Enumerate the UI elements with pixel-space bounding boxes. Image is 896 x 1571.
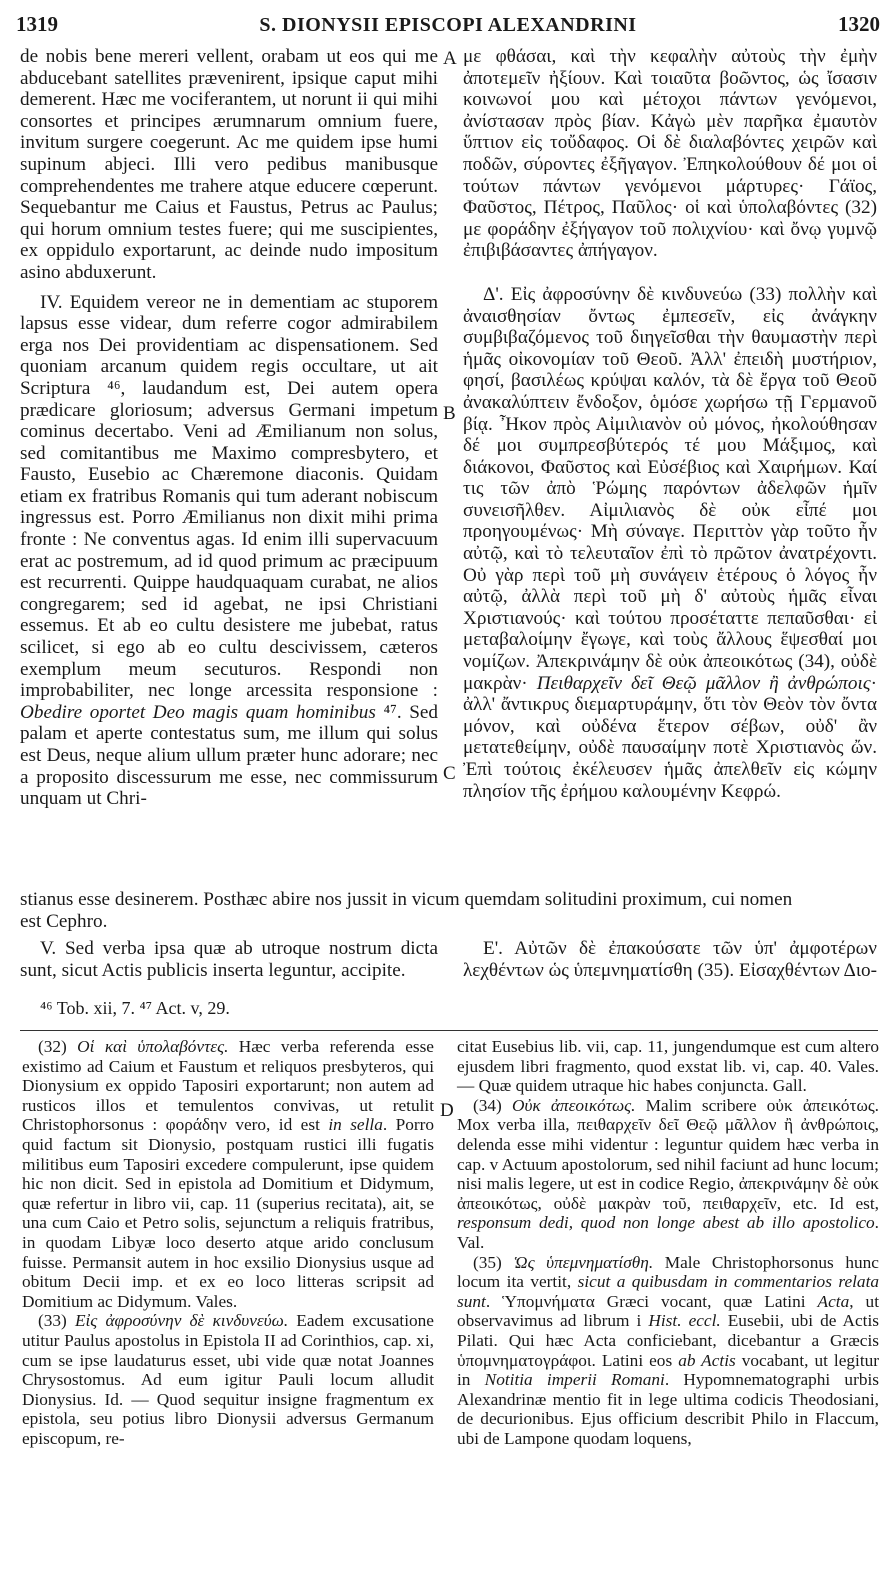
greek-p2-tail: · ἀλλ' ἄντικρυς διεμαρτυράμην, ὅτι τὸν Θεὸν τὸν ὄντα μόνον, καὶ οὐδένα ἕτερον σέβων, οὐδ' ἂν μετατεθείμην, οὐδὲ παυσαίμην ποτὲ Χριστιανὸς ὤν. Ἐπὶ τούτοις ἐκέλευσεν ἡμᾶς ἀπελθεῖν εἰς κώμην πλησίον τῆς ἐρήμου καλουμένην Κεφρώ. <box>463 672 878 802</box>
note-34-number: (34) <box>473 1095 512 1115</box>
note-35-text-5: vocabant, ut legitur in <box>457 1350 880 1390</box>
latin-p2-tail: ⁴⁷. Sed palam et aperte contestatus sum, me illum qui solus est Deus, neque alium ullum præter hunc adorare; nec a proposito discessurum me esse, nec commissurum unquam ut Chri- <box>20 701 438 810</box>
note-34 <box>457 1096 879 1253</box>
note-33 <box>22 1311 434 1448</box>
greek-paragraph-3: Ε'. Αὐτῶν δὲ ἐπακούσατε τῶν ὑπ' ἀμφοτέρων λεχθέντων ὡς ὑπεμνηματίσθη (35). Εἰσαχθέντων Διο- <box>463 938 877 981</box>
margin-marker-a: A <box>443 48 457 69</box>
note-35-italic-2: Acta <box>817 1291 850 1311</box>
latin-paragraph-1: de nobis bene mereri vellent, orabam ut eos qui me abducebant satellites prævenirent, ipsique caput mihi demerent. Hæc me vociferantem, ut norunt ii qui mihi consortes et principes ærumnarum omnium fuere, invitum surgere coegerunt. Ac me quidem ipse humi supinum abjeci. Illi vero pedibus manibusque comprehendentes me trahere atque educere cœperunt. Sequebantur me Caius et Faustus, Petrus ac Paulus; qui horum omnium testes fuere; qui me suscipientes, ex oppidulo exportarunt, ac deinde nudo impositum asino abduxerunt. <box>20 46 438 283</box>
running-header <box>16 12 880 40</box>
note-35-text-4: Eusebii, ubi de Actis Pilati. Qui hæc Acta conficiebant, dicebantur a Græcis ὑπομνηματογράφοι. Latini eos <box>457 1311 879 1370</box>
note-32-lemma: Οἱ καὶ ὑπολαβόντες. <box>77 1037 229 1056</box>
margin-marker-c: C <box>443 763 456 784</box>
note-35-italic-5: Notitia imperii Romani <box>484 1370 665 1390</box>
notes-left-column <box>22 1037 434 1448</box>
note-35-italic-3: Hist. eccl. <box>648 1311 721 1331</box>
full-width-text-2: est Cephro. <box>20 910 108 932</box>
note-33-continued: citat Eusebius lib. vii, cap. 11, jungendumque est cum altero ejusdem libri fragmento, quod exstat lib. vi, cap. 40. Vales. — Quæ quidem utraque hic habes conjuncta. Gall. <box>457 1037 879 1096</box>
latin-column <box>20 46 438 810</box>
margin-marker-b: B <box>443 403 456 424</box>
right-page-number: 1320 <box>838 12 880 36</box>
note-35-text-2: . Ὑπομνήματα Græci vocant, quæ Latini <box>485 1291 818 1311</box>
left-page-number: 1319 <box>16 12 58 36</box>
note-32-italic: in sella <box>328 1115 383 1135</box>
latin-section-v <box>20 938 438 981</box>
scripture-references: ⁴⁶ Tob. xii, 7. ⁴⁷ Act. v, 29. <box>40 998 230 1018</box>
note-32-text: Hæc verba referenda esse existimo ad Caium et Faustum et reliquos presbyteros, qui Dionysium ex oppido Taposiri exportarunt; non autem ad rusticos illos et temulentos convivas, ut retulit Christophorsonus : φοράδην vero, id est <box>22 1037 434 1135</box>
greek-quote: Πειθαρχεῖν δεῖ Θεῷ μᾶλλον ἢ ἀνθρώποις <box>536 672 871 694</box>
note-35-number: (35) <box>473 1252 514 1272</box>
note-34-italic: responsum dedi, quod non longe abest ab illo apostolico <box>457 1213 875 1233</box>
note-33-lemma: Εἰς ἀφροσύνην δὲ κινδυνεύω. <box>74 1311 289 1331</box>
note-35-italic-1: sicut a quibusdam in commentarios relata sunt <box>457 1272 880 1311</box>
greek-p2-text: Δ'. Εἰς ἀφροσύνην δὲ κινδυνεύω (33) πολλὴν καὶ ἀναισθησίαν ὄντως ἐμπεσεῖν, εἰς ἀνάγκην συμβιβαζόμενος τοῦ διηγεῖσθαι τὴν θαυμαστὴν περὶ ἡμᾶς οἰκονομίαν τοῦ Θεοῦ. Ἀλλ' ἐπειδὴ μυστήριον, φησί, βασιλέως κρύψαι καλόν, τὰ δὲ ἔργα τοῦ Θεοῦ ἀνακαλύπτειν ἔνδοξον, ὁμόσε χωρήσω τῇ Γερμανοῦ βίᾳ. Ἦκον πρὸς Αἰμιλιανὸν οὐ μόνος, ἠκολούθησαν δέ μοι συμπρεσβύτερός τέ μου Μάξιμος, καὶ διάκονοι, Φαῦστος καὶ Εὐσέβιος καὶ Χαιρήμων. Καί τις τῶν ἀπὸ Ῥώμης παρόντων ἀδελφῶν ἡμῖν συνεισῆλθεν. Αἰμιλιανὸς δὲ οὐκ εἶπέ μοι προηγουμένως· Μὴ σύναγε. Περιττὸν γὰρ τοῦτο ἦν αὐτῷ, καὶ τὸ τελευταῖον ἐπὶ τὸ πρῶτον ἀνατρέχοντι. Οὐ γὰρ περὶ τοῦ μὴ συνάγειν ἑτέρους ὁ λόγος ἦν αὐτῷ, ἀλλὰ περὶ τοῦ μὴ δ' αὐτοὺς ἡμᾶς εἶναι Χριστιανούς· καὶ τούτου προσέταττε πεπαῦσθαι· εἰ μεταβαλοίμην ἔγωγε, καὶ τοὺς ἄλλους ἕψεσθαί μοι νομίζων. Ἀπεκρινάμην δὲ οὐκ ἀπεοικότως (34), οὐδὲ μακρὰν· <box>463 283 877 694</box>
latin-quote: Obedire oportet Deo magis quam hominibus <box>20 701 376 723</box>
notes-divider <box>20 1030 878 1031</box>
latin-paragraph-2 <box>20 292 438 810</box>
full-width-text: stianus esse desinerem. Posthæc abire nos jussit in vicum quemdam solitudini proximum, cui nomen <box>20 889 793 910</box>
note-33-text: Eadem excusatione utitur Paulus apostolus in Epistola II ad Corinthios, cap. xi, cum se ipse laudaturus esset, ubi vide quæ notat Joannes Chrysostomus. Ad eum igitur Pauli locum alludit Dionysius. Id. — Quod sequitur insigne fragmentum ex epistola, seu potius libro Dionysii adversus Germanum episcopum, re- <box>22 1311 434 1448</box>
note-32 <box>22 1037 434 1311</box>
running-title: S. DIONYSII EPISCOPI ALEXANDRINI <box>259 14 637 36</box>
margin-marker-d: D <box>440 1100 454 1121</box>
greek-paragraph-1: με φθάσαι, καὶ τὴν κεφαλὴν αὐτοὺς τὴν ἐμὴν ἀποτεμεῖν ἠξίουν. Καὶ τοιαῦτα βοῶντος, ὡς ἴσασιν κοινωνοί μου καὶ μέτοχοι πάντων γενόμενοι, ἀνίστασαν πρὸς βίαν. Κἀγὼ μὲν παρῆκα ἐμαυτὸν ὕπτιον εἰς τοὔδαφος. Οἱ δὲ διαλαβόντες χειρῶν καὶ ποδῶν, σύροντες ἐξῆγαγον. Ἐπηκολούθουν δέ μοι οἱ τούτων πάντων γενόμενοι μάρτυρες· Γάϊος, Φαῦστος, Πέτρος, Παῦλος· οἱ καὶ ὑπολαβόντες (32) με φοράδην ἐξήγαγον τοῦ πολιχνίου· καὶ ὄνῳ γυμνῷ ἐπιβιβάσαντες ἀπήγαγον. <box>463 46 877 262</box>
note-35-text-6: . Hypomnematographi urbis Alexandrinæ mentio fit in lege ultima codicis Theodosiani, de decurionibus. Ejus officium describit Philo in Flaccum, ubi de Lampone quodam loquens, <box>457 1370 879 1448</box>
note-35-text-3: , ut observavimus ad librum i <box>457 1291 879 1331</box>
greek-paragraph-2 <box>463 284 877 802</box>
note-32-number: (32) <box>38 1037 78 1056</box>
latin-p2-text: IV. Equidem vereor ne in dementiam ac stuporem lapsus esse videar, dum referre cogor admirabilem erga nos Dei providentiam ac dispensationem. Sed quoniam arcanum quidem regis occultare, ut ait Scriptura ⁴⁶, laudandum est, Dei autem opera prædicare gloriosum; adversus Germani impetum cominus decertabo. Veni ad Æmilianum non solus, sed comitantibus me Maximo compresbytero, et Fausto, Eusebio ac Chæremone diaconis. Quidam etiam ex fratribus Romanis qui tum aderant nobiscum ingressus est. Porro Æmilianus non dixit mihi prima fronte : Ne conventus agas. Id enim illi supervacuum erat ac postremum, ad id quod primum ac præcipuum est recurrenti. Quippe haudquaquam curabat, ne alios congregarem; sed id agebat, ne ipsi Christiani essemus. Et ab eo cultu desistere me jubebat, ratus scilicet, si ego ab eo cultu descivissem, cæteros exemplum meum secuturos. Respondi non improbabiliter, nec longe arcessita responsione : <box>20 291 438 702</box>
note-32-text-2: . Porro quid factum sit Dionysio, postquam rustici illi fugatis militibus eum Taposiri excedere compulerunt, ipse quidem hic non dicit. Sed in epistola ad Domitium et Didymum, quæ refertur in libro vii, cap. 11 (superius recitata), ait, se una cum Caio et Petro solis, sejunctum a reliquis fratribus, in quodam Libyæ loco deserto atque arido conclusum fuisse. Permansit autem in hoc exsilio Dionysius usque ad obitum Decii imp. et ex eo loco litteras scripsit ad Domitium ac Didymum. Vales. <box>22 1115 435 1311</box>
notes-right-column <box>457 1037 879 1448</box>
greek-section-e <box>463 938 877 981</box>
note-34-text-2: . Val. <box>457 1213 879 1252</box>
note-35-text: Male Christophorsonus hunc locum ita vertit, <box>457 1252 879 1292</box>
note-33-number: (33) <box>38 1311 75 1331</box>
greek-column <box>463 46 877 802</box>
latin-paragraph-3: V. Sed verba ipsa quæ ab utroque nostrum dicta sunt, sicut Actis publicis inserta leguntur, accipite. <box>20 938 438 981</box>
note-35 <box>457 1253 879 1449</box>
note-35-lemma: Ὡς ὑπεμνηματίσθη. <box>513 1252 654 1272</box>
note-35-italic-4: ab Actis <box>678 1350 736 1370</box>
note-34-text: Malim scribere οὐκ ἀπεικότως. Mox verba illa, πειθαρχεῖν δεῖ Θεῷ μᾶλλον ἢ ἀνθρώποις, delenda esse mihi videntur : leguntur quidem hæc verba in cap. v Actuum apostolorum, sed nihil faciunt ad hunc locum; nisi malis legere, ut est in codice Regio, ἀπεκρινάμην δὲ οὐκ ἀπεοικότως, οὐδὲ μακρὰν τοῦ, πειθαρχεῖν, etc. Id est, <box>457 1095 879 1213</box>
full-width-line <box>20 889 878 932</box>
note-34-lemma: Οὐκ ἀπεοικότως. <box>511 1095 636 1115</box>
